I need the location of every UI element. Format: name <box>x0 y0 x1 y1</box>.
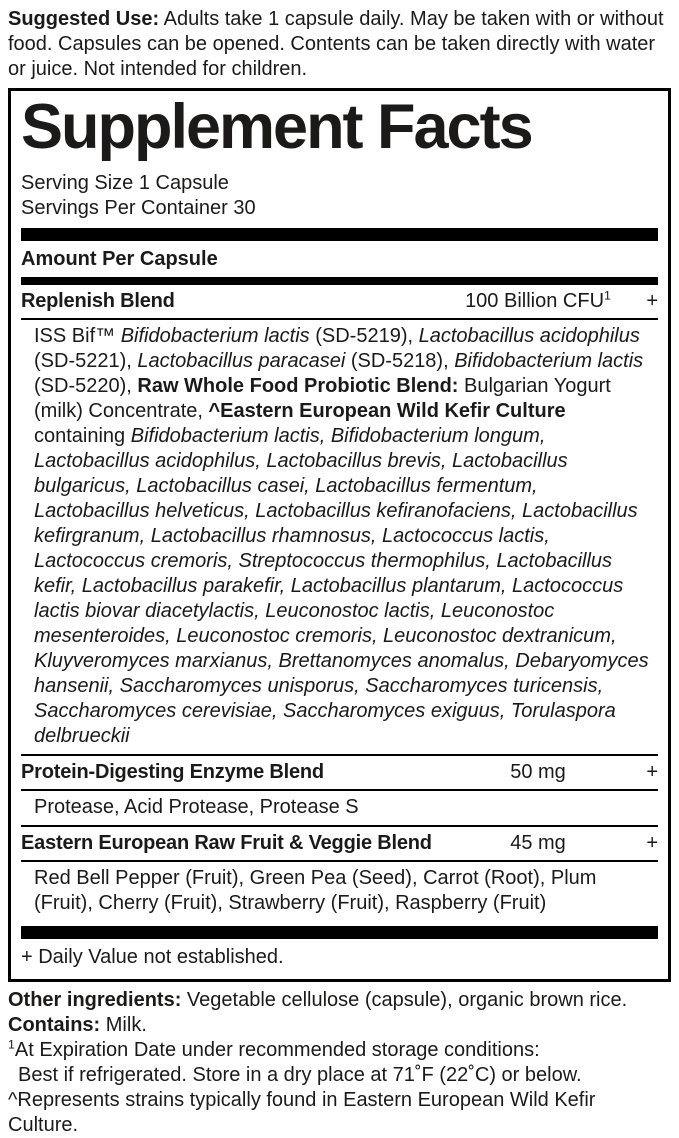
thick-divider-bottom <box>21 926 658 939</box>
enzyme-blend-amount: 50 mg <box>510 760 566 783</box>
amount-per-capsule-header: Amount Per Capsule <box>21 247 218 270</box>
replenish-blend-name: Replenish Blend <box>21 289 175 312</box>
fruit-veggie-blend-dv: + <box>646 831 658 854</box>
enzyme-blend-dv: + <box>646 760 658 783</box>
replenish-blend-row <box>21 285 658 318</box>
suggested-use-text: Suggested Use: Adults take 1 capsule daily. May be taken with or without food. Capsules can be opened. Contents can be taken directly with water or juice. Not intended for children. <box>8 8 664 80</box>
servings-per-container: Servings Per Container 30 <box>21 196 256 219</box>
fruit-veggie-blend-description: Red Bell Pepper (Fruit), Green Pea (Seed), Carrot (Root), Plum (Fruit), Cherry (Fruit), Strawberry (Fruit), Raspberry (Fruit) <box>34 866 597 914</box>
storage-footnote-line2: Best if refrigerated. Store in a dry place at 71˚F (22˚C) or below. <box>18 1063 582 1086</box>
replenish-blend-description: ISS Bif™ Bifidobacterium lactis (SD-5219), Lactobacillus acidophilus (SD-5221), Lactobacillus paracasei (SD-5218), Bifidobacterium lactis (SD-5220), Raw Whole Food Probiotic Blend: Bulgarian Yogurt (milk) Concentrate, ^Eastern European Wild Kefir Culture containing Bifidobacterium lactis, Bifidobacterium longum, Lactobacillus acidophilus, Lactobacillus brevis, Lactobacillus bulgaricus, Lactobacillus casei, Lactobacillus fermentum, Lactobacillus helveticus, Lactobacillus kefiranofaciens, Lactobacillus kefirgranum, Lactobacillus rhamnosus, Lactococcus lactis, Lactococcus cremoris, Streptococcus thermophilus, Lactobacillus kefir, Lactobacillus parakefir, Lactobacillus plantarum, Lactococcus lactis biovar diacetylactis, Leuconostoc lactis, Leuconostoc mesenteroides, Leuconostoc cremoris, Leuconostoc dextranicum, Kluyveromyces marxianus, Brettanomyces anomalus, Debaryomyces hansenii, Saccharomyces unisporus, Saccharomyces turicensis, Saccharomyces cerevisiae, Saccharomyces exiguus, Torulaspora delbrueckii <box>34 324 649 747</box>
kefir-footnote: ^Represents strains typically found in Eastern European Wild Kefir Culture. <box>8 1088 596 1136</box>
other-ingredients: Other ingredients: Vegetable cellulose (capsule), organic brown rice. <box>8 988 628 1011</box>
daily-value-note: + Daily Value not established. <box>21 945 284 968</box>
replenish-blend-amount: 100 Billion CFU$^1$ <box>465 287 611 312</box>
fruit-veggie-blend-row <box>21 827 658 860</box>
serving-size: Serving Size 1 Capsule <box>21 171 229 194</box>
contains-statement: Contains: Milk. <box>8 1013 147 1036</box>
thick-divider-top <box>21 228 658 241</box>
supplement-facts-panel <box>8 88 671 982</box>
panel-title: Supplement Facts <box>21 92 532 162</box>
enzyme-blend-description: Protease, Acid Protease, Protease S <box>34 795 359 818</box>
enzyme-blend-name: Protein-Digesting Enzyme Blend <box>21 760 324 783</box>
replenish-blend-dv: + <box>646 289 658 312</box>
medium-divider <box>21 277 658 285</box>
enzyme-blend-row <box>21 756 658 789</box>
storage-footnote-line1: $^1$At Expiration Date under recommended storage conditions: <box>8 1036 540 1061</box>
label-footer <box>0 982 679 1138</box>
fruit-veggie-blend-name: Eastern European Raw Fruit & Veggie Blend <box>21 831 432 854</box>
fruit-veggie-blend-amount: 45 mg <box>510 831 566 854</box>
